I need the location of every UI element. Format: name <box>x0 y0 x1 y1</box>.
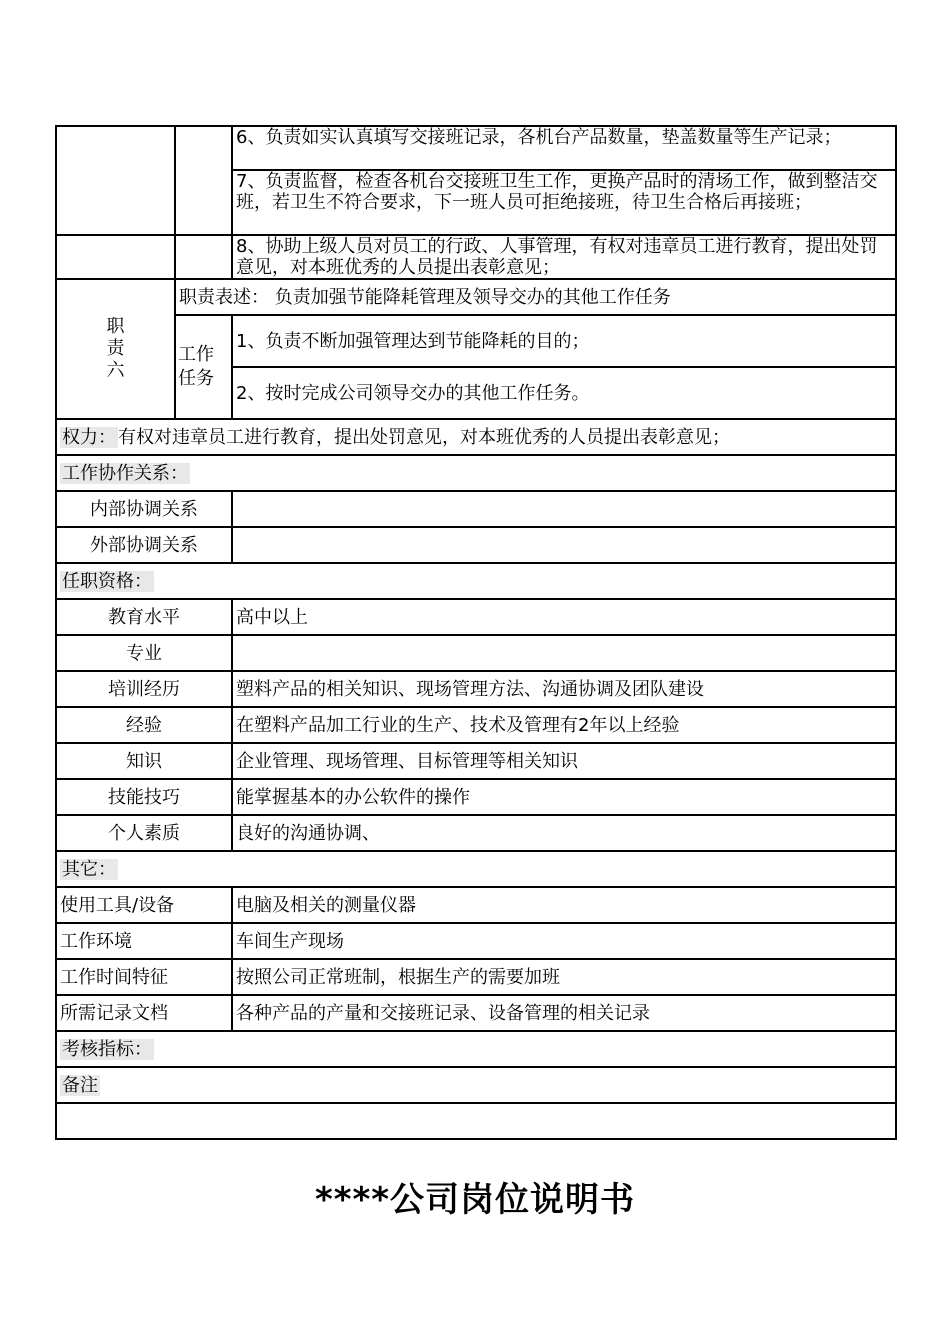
other-row <box>56 959 896 995</box>
authority-cell <box>56 419 896 455</box>
qualification-value: 企业管理、现场管理、目标管理等相关知识 <box>232 743 896 779</box>
other-label: 工作时间特征 <box>56 959 232 995</box>
duty-sub-label-cell <box>175 126 232 235</box>
qualifications-heading-row <box>56 563 896 599</box>
cooperation-value <box>232 527 896 563</box>
job-description-table <box>55 125 897 1140</box>
remarks-heading: 备注 <box>62 1074 98 1096</box>
qualification-label: 技能技巧 <box>56 779 232 815</box>
duty-item-6: 6、负责如实认真填写交接班记录，各机台产品数量，垫盖数量等生产记录； <box>232 126 896 170</box>
assessment-heading-cell <box>56 1031 896 1067</box>
duty-six-statement: 职责表述： 负责加强节能降耗管理及领导交办的其他工作任务 <box>175 279 896 315</box>
qualification-value <box>232 635 896 671</box>
qualification-label: 专业 <box>56 635 232 671</box>
other-heading-row <box>56 851 896 887</box>
duty-item-8: 8、协助上级人员对员工的行政、人事管理，有权对违章员工进行教育，提出处罚意见，对本班优秀的人员提出表彰意见； <box>232 235 896 279</box>
qualification-value: 良好的沟通协调、 <box>232 815 896 851</box>
duty-six-task-1-row <box>56 315 896 367</box>
qualification-row <box>56 707 896 743</box>
qualifications-heading: 任职资格： <box>62 570 152 592</box>
duty-six-statement-row <box>56 279 896 315</box>
cooperation-label: 外部协调关系 <box>56 527 232 563</box>
qualification-label: 个人素质 <box>56 815 232 851</box>
duty-label-cell <box>56 126 175 235</box>
authority-row <box>56 419 896 455</box>
other-label: 使用工具/设备 <box>56 887 232 923</box>
qualification-value: 塑料产品的相关知识、现场管理方法、沟通协调及团队建设 <box>232 671 896 707</box>
other-row <box>56 887 896 923</box>
qualification-label: 经验 <box>56 707 232 743</box>
duty-item-7: 7、负责监督，检查各机台交接班卫生工作，更换产品时的清场工作，做到整洁交班，若卫生不符合要求，下一班人员可拒绝接班，待卫生合格后再接班； <box>232 170 896 235</box>
remarks-heading-row <box>56 1067 896 1103</box>
qualification-value: 高中以上 <box>232 599 896 635</box>
assessment-heading: 考核指标： <box>62 1038 152 1060</box>
remarks-heading-cell <box>56 1067 896 1103</box>
qualifications-heading-cell <box>56 563 896 599</box>
document-title: ****公司岗位说明书 <box>314 1180 636 1220</box>
cooperation-row <box>56 491 896 527</box>
qualification-label: 知识 <box>56 743 232 779</box>
qualification-label: 培训经历 <box>56 671 232 707</box>
qualification-row <box>56 599 896 635</box>
other-row <box>56 995 896 1031</box>
cooperation-value <box>232 491 896 527</box>
qualification-row <box>56 815 896 851</box>
other-value: 各种产品的产量和交接班记录、设备管理的相关记录 <box>232 995 896 1031</box>
work-task-label: 工作 任务 <box>175 315 232 419</box>
other-value: 车间生产现场 <box>232 923 896 959</box>
cooperation-row <box>56 527 896 563</box>
other-label: 工作环境 <box>56 923 232 959</box>
duty-item-6-row <box>56 126 896 170</box>
duty-six-label: 职 责 六 <box>56 279 175 419</box>
duty-six-task-2: 2、按时完成公司领导交办的其他工作任务。 <box>232 367 896 419</box>
cooperation-label: 内部协调关系 <box>56 491 232 527</box>
other-label: 所需记录文档 <box>56 995 232 1031</box>
qualification-row <box>56 743 896 779</box>
qualification-row <box>56 635 896 671</box>
assessment-heading-row <box>56 1031 896 1067</box>
qualification-row <box>56 671 896 707</box>
job-description-sheet <box>55 125 895 1140</box>
cooperation-heading-row <box>56 455 896 491</box>
authority-label: 权力： <box>62 426 116 448</box>
other-heading: 其它： <box>62 858 116 880</box>
qualification-value: 在塑料产品加工行业的生产、技术及管理有2年以上经验 <box>232 707 896 743</box>
duty-item-8-row <box>56 235 896 279</box>
authority-text: 有权对违章员工进行教育，提出处罚意见，对本班优秀的人员提出表彰意见； <box>118 426 730 448</box>
qualification-value: 能掌握基本的办公软件的操作 <box>232 779 896 815</box>
duty-six-task-1: 1、负责不断加强管理达到节能降耗的目的； <box>232 315 896 367</box>
remarks-value <box>56 1103 896 1139</box>
cooperation-heading: 工作协作关系： <box>62 462 188 484</box>
other-row <box>56 923 896 959</box>
other-heading-cell <box>56 851 896 887</box>
remarks-value-row <box>56 1103 896 1139</box>
qualification-row <box>56 779 896 815</box>
cooperation-heading-cell <box>56 455 896 491</box>
duty-sub-label-cell <box>175 235 232 279</box>
other-value: 按照公司正常班制，根据生产的需要加班 <box>232 959 896 995</box>
duty-label-cell <box>56 235 175 279</box>
qualification-label: 教育水平 <box>56 599 232 635</box>
other-value: 电脑及相关的测量仪器 <box>232 887 896 923</box>
